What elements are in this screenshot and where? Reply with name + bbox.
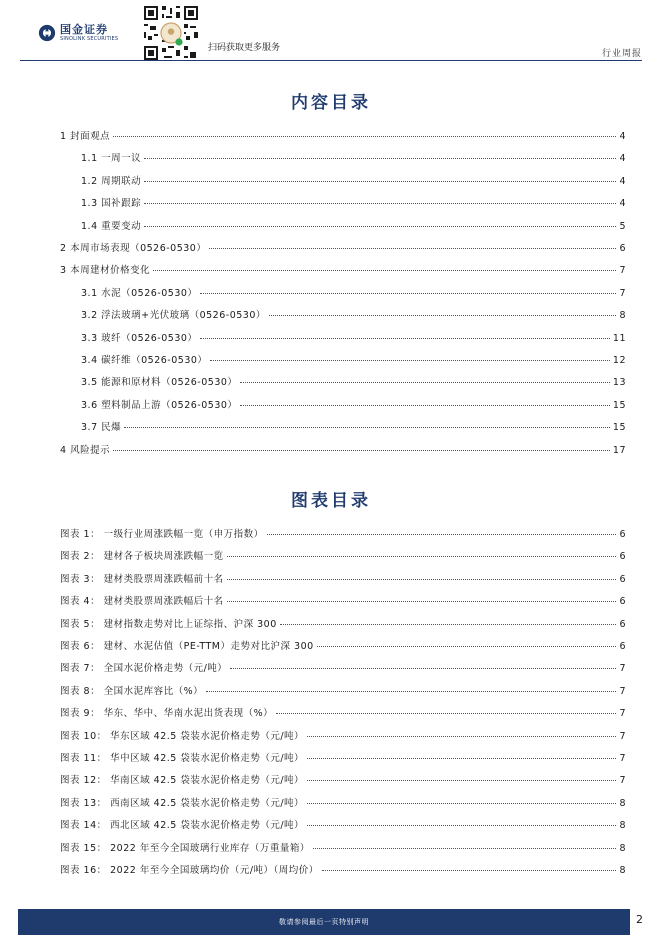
contents-entry-label: 1.3 国补跟踪	[81, 198, 142, 210]
figure-entry-page: 6	[619, 573, 626, 585]
dot-leader	[307, 803, 616, 804]
contents-entry-label: 3.3 玻纤（0526-0530）	[81, 332, 198, 344]
contents-entry-label: 1 封面观点	[60, 131, 111, 142]
qr-caption: 扫码获取更多服务	[208, 43, 281, 53]
dot-leader	[307, 780, 616, 781]
dot-leader	[227, 601, 617, 602]
contents-entry-label: 3 本周建材价格变化	[60, 265, 151, 277]
figure-entry[interactable]	[60, 750, 626, 764]
figure-entry[interactable]	[60, 616, 626, 630]
dot-leader	[307, 758, 616, 759]
figures-title: 图表目录	[291, 491, 371, 511]
contents-entry[interactable]	[81, 218, 626, 232]
page-header	[0, 0, 662, 64]
qr-code-icon[interactable]	[142, 4, 200, 62]
dot-leader	[317, 646, 617, 647]
contents-entry[interactable]	[81, 285, 626, 299]
figure-entry-page: 6	[619, 529, 626, 540]
contents-title: 内容目录	[291, 93, 371, 113]
contents-entry-label: 3.2 浮法玻璃+光伏玻璃（0526-0530）	[81, 310, 266, 322]
footer-disclaimer[interactable]: 敬请参阅最后一页特别声明	[279, 918, 369, 926]
figure-entry[interactable]	[60, 571, 626, 585]
figure-entry-label: 图表 4： 建材类股票周涨跌幅后十名	[60, 596, 224, 608]
figure-entry-page: 6	[619, 641, 626, 652]
header-divider	[20, 60, 642, 61]
contents-entry[interactable]	[60, 128, 626, 142]
figure-entry-label: 图表 5： 建材指数走势对比上证综指、沪深 300	[60, 618, 277, 630]
dot-leader	[227, 556, 617, 557]
figure-entry-label: 图表 15： 2022 年至今全国玻璃行业库存（万重量箱）	[60, 842, 310, 854]
dot-leader	[267, 534, 617, 535]
contents-entry-label: 3.5 能源和原材料（0526-0530）	[81, 377, 238, 389]
figure-entry[interactable]	[60, 728, 626, 742]
figure-entry-label: 图表 14： 西北区域 42.5 袋装水泥价格走势（元/吨）	[60, 820, 305, 832]
dot-leader	[240, 405, 609, 406]
dot-leader	[200, 293, 616, 294]
dot-leader	[227, 579, 617, 580]
figure-entry-page: 8	[619, 842, 626, 854]
contents-entry-page: 17	[612, 444, 626, 456]
contents-entry[interactable]	[81, 374, 626, 388]
contents-entry-label: 1.1 一周一议	[81, 153, 142, 165]
contents-entry-page: 4	[619, 153, 626, 165]
contents-entry[interactable]	[60, 240, 626, 254]
figure-entry-page: 8	[619, 865, 626, 876]
figure-entry-page: 7	[619, 730, 626, 742]
contents-entry-label: 3.4 碳纤维（0526-0530）	[81, 355, 208, 366]
contents-entry-label: 3.7 民爆	[81, 422, 122, 434]
figure-entry[interactable]	[60, 840, 626, 854]
contents-entry[interactable]	[81, 397, 626, 411]
figure-entry-label: 图表 13： 西南区域 42.5 袋装水泥价格走势（元/吨）	[60, 797, 305, 809]
contents-entry[interactable]	[60, 262, 626, 276]
contents-entry[interactable]	[81, 173, 626, 187]
contents-entry-page: 6	[619, 243, 626, 254]
contents-entry-page: 12	[612, 355, 626, 366]
contents-entry-page: 4	[619, 175, 626, 187]
figure-entry-page: 6	[619, 596, 626, 608]
figure-entry[interactable]	[60, 705, 626, 719]
dot-leader	[307, 736, 616, 737]
figure-entry-label: 图表 16： 2022 年至今全国玻璃均价（元/吨）（周均价）	[60, 865, 319, 876]
contents-entry[interactable]	[81, 150, 626, 164]
dot-leader	[313, 848, 617, 849]
figure-entry-label: 图表 3： 建材类股票周涨跌幅前十名	[60, 573, 224, 585]
contents-entry[interactable]	[81, 419, 626, 433]
dot-leader	[269, 315, 617, 316]
report-type-label: 行业周报	[601, 49, 642, 59]
figure-entry[interactable]	[60, 795, 626, 809]
contents-entry-label: 4 风险提示	[60, 444, 111, 456]
figure-entry-page: 7	[619, 708, 626, 720]
figure-entry-page: 7	[619, 753, 626, 764]
contents-entry-label: 2 本周市场表现（0526-0530）	[60, 243, 207, 254]
figure-entry-label: 图表 9： 华东、华中、华南水泥出货表现（%）	[60, 708, 274, 720]
dot-leader	[230, 668, 616, 669]
dot-leader	[210, 360, 609, 361]
contents-entry-page: 4	[619, 131, 626, 142]
figure-entry-page: 8	[619, 797, 626, 809]
figure-entry-label: 图表 8： 全国水泥库容比（%）	[60, 685, 204, 697]
dot-leader	[209, 248, 616, 249]
figure-entry-label: 图表 6： 建材、水泥估值（PE-TTM）走势对比沪深 300	[60, 641, 314, 652]
contents-entry-page: 15	[612, 422, 626, 434]
figure-entry-page: 6	[619, 551, 626, 563]
contents-entry-page: 7	[619, 265, 626, 277]
figure-entry-label: 图表 2： 建材各子板块周涨跌幅一览	[60, 551, 224, 563]
contents-entry-label: 3.1 水泥（0526-0530）	[81, 287, 198, 299]
contents-entry-page: 8	[619, 310, 626, 322]
dot-leader	[307, 825, 616, 826]
footer-bar	[18, 909, 630, 935]
figure-entry-label: 图表 7： 全国水泥价格走势（元/吨）	[60, 663, 228, 675]
contents-entry[interactable]	[81, 195, 626, 209]
contents-entry-label: 3.6 塑料制品上游（0526-0530）	[81, 399, 238, 411]
dot-leader	[200, 338, 609, 339]
logo-english-name: SINOLINK SECURITIES	[60, 36, 119, 42]
dot-leader	[144, 181, 616, 182]
figure-entry[interactable]	[60, 660, 626, 674]
contents-entry-page: 4	[619, 198, 626, 210]
contents-entry-label: 1.4 重要变动	[81, 220, 142, 232]
contents-entry-page: 11	[612, 332, 626, 344]
figure-entry-label: 图表 1： 一级行业周涨跌幅一览（申万指数）	[60, 529, 264, 540]
page-number: 2	[636, 913, 643, 926]
dot-leader	[240, 382, 609, 383]
figure-entry[interactable]	[60, 817, 626, 831]
contents-entry[interactable]	[81, 352, 626, 366]
dot-leader	[322, 870, 617, 871]
contents-entry-label: 1.2 周期联动	[81, 175, 142, 187]
figure-entry[interactable]	[60, 593, 626, 607]
dot-leader	[153, 270, 616, 271]
figure-entry-page: 7	[619, 663, 626, 675]
figure-entry-label: 图表 10： 华东区域 42.5 袋装水泥价格走势（元/吨）	[60, 730, 305, 742]
dot-leader	[276, 713, 616, 714]
logo-chinese-name: 国金证券	[60, 23, 108, 36]
sinolink-logo-icon	[38, 24, 56, 42]
dot-leader	[206, 691, 616, 692]
figure-entry[interactable]	[60, 638, 626, 652]
dot-leader	[113, 450, 610, 451]
figure-entry[interactable]	[60, 683, 626, 697]
figure-entry[interactable]	[60, 862, 626, 876]
dot-leader	[124, 427, 610, 428]
figure-entry-page: 7	[619, 685, 626, 697]
contents-entry-page: 7	[619, 287, 626, 299]
figure-entry-page: 8	[619, 820, 626, 832]
dot-leader	[113, 136, 616, 137]
contents-entry[interactable]	[60, 442, 626, 456]
figure-entry[interactable]	[60, 772, 626, 786]
company-logo	[38, 24, 118, 42]
contents-entry[interactable]	[81, 330, 626, 344]
contents-entry[interactable]	[81, 307, 626, 321]
figure-entry-label: 图表 12： 华南区域 42.5 袋装水泥价格走势（元/吨）	[60, 775, 305, 787]
dot-leader	[144, 203, 616, 204]
figure-entry-page: 7	[619, 775, 626, 787]
contents-entry-page: 5	[619, 220, 626, 232]
figure-entry-page: 6	[619, 618, 626, 630]
figure-entry-label: 图表 11： 华中区域 42.5 袋装水泥价格走势（元/吨）	[60, 753, 305, 764]
figure-entry[interactable]	[60, 526, 626, 540]
dot-leader	[144, 226, 616, 227]
dot-leader	[280, 624, 617, 625]
dot-leader	[144, 158, 616, 159]
figure-entry[interactable]	[60, 548, 626, 562]
contents-entry-page: 15	[612, 399, 626, 411]
contents-entry-page: 13	[612, 377, 626, 389]
